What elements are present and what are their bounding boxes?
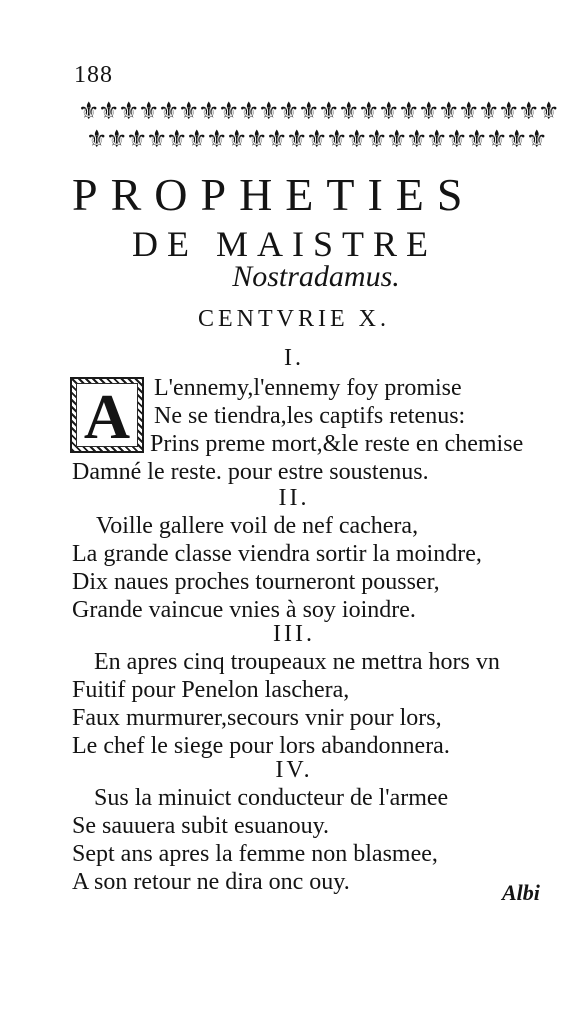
quatrain-4-line-3: Sept ans apres la femme non blasmee, — [72, 841, 438, 867]
fleuron-icon: ⚜ — [78, 99, 100, 125]
fleuron-icon: ⚜ — [226, 127, 248, 153]
fleuron-icon: ⚜ — [426, 127, 448, 153]
fleuron-icon: ⚜ — [338, 99, 360, 125]
quatrain-1-line-1: L'ennemy,l'ennemy foy promise — [154, 375, 462, 401]
ornament-row-bottom — [78, 126, 548, 154]
quatrain-4-line-1: Sus la minuict conducteur de l'armee — [94, 785, 449, 811]
catchword: Albi — [502, 880, 540, 905]
fleuron-icon: ⚜ — [198, 99, 220, 125]
fleuron-icon: ⚜ — [326, 127, 348, 153]
fleuron-icon: ⚜ — [346, 127, 368, 153]
fleuron-icon: ⚜ — [398, 99, 420, 125]
fleuron-icon: ⚜ — [366, 127, 388, 153]
fleuron-icon: ⚜ — [306, 127, 328, 153]
fleuron-icon: ⚜ — [86, 127, 108, 153]
fleuron-icon: ⚜ — [386, 127, 408, 153]
fleuron-icon: ⚜ — [498, 99, 520, 125]
fleuron-icon: ⚜ — [538, 99, 560, 125]
page-subtitle: DE MAISTRE — [132, 224, 437, 264]
page-number: 188 — [74, 62, 113, 88]
quatrain-2-number: II. — [278, 485, 310, 511]
quatrain-3-line-4: Le chef le siege pour lors abandonnera. — [72, 733, 450, 759]
fleuron-icon: ⚜ — [406, 127, 428, 153]
quatrain-1-line-4: Damné le reste. pour estre soustenus. — [72, 459, 429, 485]
author-name: Nostradamus. — [232, 260, 400, 293]
fleuron-icon: ⚜ — [446, 127, 468, 153]
fleuron-icon: ⚜ — [98, 99, 120, 125]
fleuron-icon: ⚜ — [238, 99, 260, 125]
quatrain-2-line-1: Voille gallere voil de nef cachera, — [96, 513, 419, 539]
page-title: PROPHETIES — [72, 169, 476, 220]
fleuron-icon: ⚜ — [518, 99, 540, 125]
fleuron-icon: ⚜ — [258, 99, 280, 125]
quatrain-3-number: III. — [273, 621, 315, 647]
quatrain-2-line-3: Dix naues proches tourneront pousser, — [72, 569, 440, 595]
quatrain-3-line-3: Faux murmurer,secours vnir pour lors, — [72, 705, 442, 731]
fleuron-icon: ⚜ — [286, 127, 308, 153]
fleuron-icon: ⚜ — [466, 127, 488, 153]
fleuron-icon: ⚜ — [246, 127, 268, 153]
quatrain-1-number: I. — [284, 345, 304, 371]
fleuron-icon: ⚜ — [418, 99, 440, 125]
quatrain-4-line-4: A son retour ne dira onc ouy. — [72, 869, 350, 895]
dropcap-letter: A — [76, 383, 138, 447]
fleuron-icon: ⚜ — [378, 99, 400, 125]
fleuron-icon: ⚜ — [186, 127, 208, 153]
fleuron-icon: ⚜ — [478, 99, 500, 125]
fleuron-icon: ⚜ — [458, 99, 480, 125]
fleuron-icon: ⚜ — [318, 99, 340, 125]
dropcap-ornament — [70, 377, 144, 453]
ornament-row-top — [78, 98, 560, 126]
quatrain-3-line-1: En apres cinq troupeaux ne mettra hors vn — [94, 649, 500, 675]
quatrain-1-line-2: Ne se tiendra,les captifs retenus: — [154, 403, 466, 429]
fleuron-icon: ⚜ — [266, 127, 288, 153]
fleuron-icon: ⚜ — [158, 99, 180, 125]
fleuron-icon: ⚜ — [526, 127, 548, 153]
fleuron-icon: ⚜ — [438, 99, 460, 125]
fleuron-icon: ⚜ — [218, 99, 240, 125]
fleuron-icon: ⚜ — [278, 99, 300, 125]
fleuron-icon: ⚜ — [206, 127, 228, 153]
quatrain-2-line-4: Grande vaincue vnies à soy ioindre. — [72, 597, 416, 623]
quatrain-4-number: IV. — [275, 757, 313, 783]
ornament-band — [78, 98, 560, 160]
fleuron-icon: ⚜ — [118, 99, 140, 125]
fleuron-icon: ⚜ — [486, 127, 508, 153]
fleuron-icon: ⚜ — [126, 127, 148, 153]
fleuron-icon: ⚜ — [166, 127, 188, 153]
fleuron-icon: ⚜ — [106, 127, 128, 153]
fleuron-icon: ⚜ — [358, 99, 380, 125]
quatrain-2-line-2: La grande classe viendra sortir la moindre, — [72, 541, 482, 567]
century-heading: CENTVRIE X. — [198, 306, 390, 332]
fleuron-icon: ⚜ — [178, 99, 200, 125]
fleuron-icon: ⚜ — [506, 127, 528, 153]
fleuron-icon: ⚜ — [138, 99, 160, 125]
fleuron-icon: ⚜ — [298, 99, 320, 125]
quatrain-3-line-2: Fuitif pour Penelon laschera, — [72, 677, 350, 703]
quatrain-1-line-3: Prins preme mort,&le reste en chemise — [150, 431, 524, 457]
fleuron-icon: ⚜ — [146, 127, 168, 153]
quatrain-4-line-2: Se sauuera subit esuanouy. — [72, 813, 330, 839]
